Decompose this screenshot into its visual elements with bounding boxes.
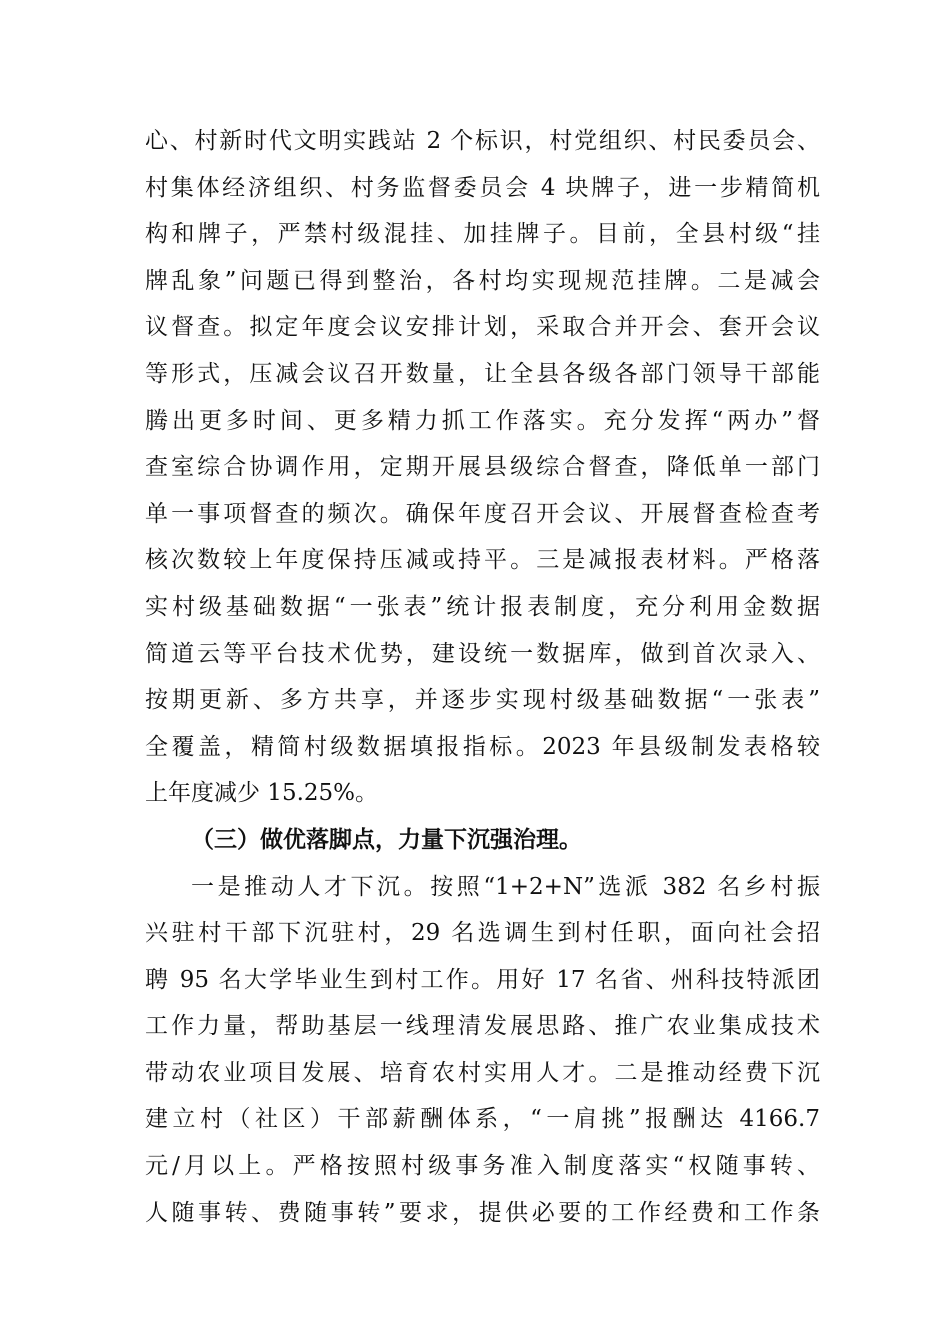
text-line: 带动农业项目发展、培育农村实用人才。二是推动经费下沉 [145,1059,820,1086]
text-line: 等形式，压减会议召开数量，让全县各级各部门领导干部能 [145,360,820,387]
text-line: 腾出更多时间、更多精力抓工作落实。充分发挥“两办”督 [145,407,820,434]
text-line: 元/月以上。严格按照村级事务准入制度落实“权随事转、 [145,1153,820,1180]
text-line: 全覆盖，精简村级数据填报指标。2023 年县级制发表格较 [145,733,820,760]
text-line: 兴驻村干部下沉驻村，29 名选调生到村任职，面向社会招 [145,920,820,947]
document-page [145,118,820,1236]
text-line: 一是推动人才下沉。按照“1+2+N”选派 382 名乡村振 [191,873,820,900]
text-line: 聘 95 名大学毕业生到村工作。用好 17 名省、州科技特派团 [145,966,820,993]
paragraph-resources-down [145,864,820,1237]
text-line: 简道云等平台技术优势，建设统一数据库，做到首次录入、 [145,640,820,667]
section-heading: （三）做优落脚点，力量下沉强治理。 [191,825,582,853]
text-line: 按期更新、多方共享，并逐步实现村级基础数据“一张表” [145,687,820,714]
text-line: 核次数较上年度保持压减或持平。三是减报表材料。严格落 [145,547,820,574]
text-line: 单一事项督查的频次。确保年度召开会议、开展督查检查考 [145,500,820,527]
text-line: 查室综合协调作用，定期开展县级综合督查，降低单一部门 [145,454,820,481]
text-line: 人随事转、费随事转”要求，提供必要的工作经费和工作条 [145,1199,820,1226]
paragraph-reduce-burden [145,118,820,817]
text-line: 构和牌子，严禁村级混挂、加挂牌子。目前，全县村级“挂 [145,221,820,248]
text-line: 建立村（社区）干部薪酬体系，“一肩挑”报酬达 4166.7 [145,1106,820,1133]
text-line: 牌乱象”问题已得到整治，各村均实现规范挂牌。二是减会 [145,267,820,294]
text-line: 上年度减少 15.25%。 [145,780,379,807]
text-line: 工作力量，帮助基层一线理清发展思路、推广农业集成技术 [145,1013,820,1040]
text-line: 心、村新时代文明实践站 2 个标识，村党组织、村民委员会、 [145,128,820,154]
text-line: 实村级基础数据“一张表”统计报表制度，充分利用金数据 [145,593,820,620]
text-line: 议督查。拟定年度会议安排计划，采取合并开会、套开会议 [145,314,820,341]
text-line: 村集体经济组织、村务监督委员会 4 块牌子，进一步精简机 [145,174,820,201]
